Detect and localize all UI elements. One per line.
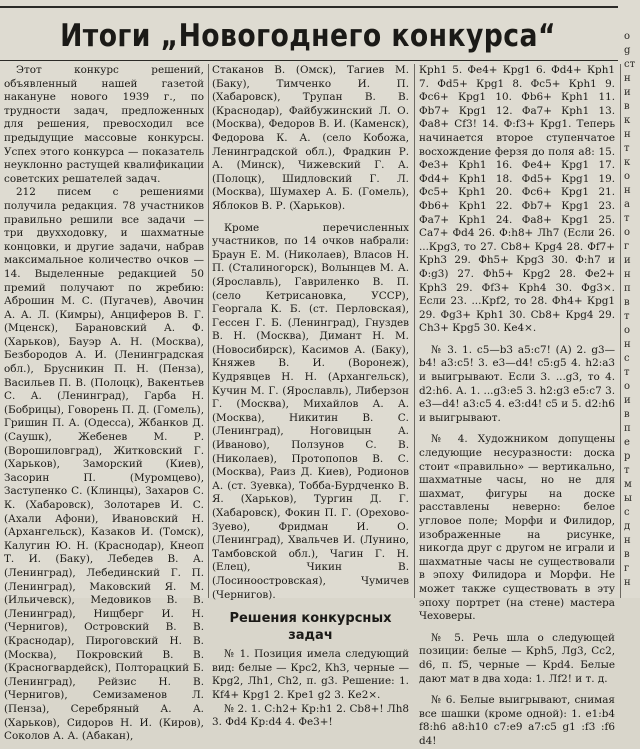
edge-fragment: g xyxy=(624,45,631,56)
edge-fragment: п xyxy=(624,423,631,434)
winners-continued: Стаканов В. (Омск), Тагиев М. (Баку), Тимченко И. П. (Хабаровск), Трупан В. В. (Краснодар), Файбужинский Л. О. (Москва), Федоров В. И. (Каменск), Федорова К. А. (село Кобожа, Ленинградской обл.), Фрадкин Р. А. (Минск), Чижевский Г. А. (Полоцк), Шидловский Г. Л. (Москва), Шумахер А. Б. (Гомель), Яблоков В. Р. (Харьков). xyxy=(212,64,409,212)
edge-fragment: в xyxy=(624,297,630,308)
solution-6: № 6. Белые выигрывают, снимая все шашки (кроме одной): 1. e1:b4 f8:h6 a8:h10 c7:e9 a7:c5 g1 :f3 :f6 d4! xyxy=(419,694,615,747)
edge-fragment: н xyxy=(624,129,631,140)
edge-fragment: т xyxy=(624,367,630,378)
edge-fragment: в xyxy=(624,101,630,112)
edge-fragment: п xyxy=(624,283,631,294)
column-divider xyxy=(208,64,209,598)
solution-5: № 5. Речь шла о следующей позиции: белые — Крh5, Лg3, Сс2, d6, п. f5, черные — Крd4. Белые дают мат в два хода: 1. Лf2! и т. д. xyxy=(419,631,615,685)
edge-fragment: н xyxy=(624,269,631,280)
edge-fragment: н xyxy=(624,535,631,546)
edge-fragment: о xyxy=(624,171,631,182)
solution-3: № 3. 1. с5—b3 а5:с7! (А) 2. g3—b4! а3:с5! 3. е3—d4! с5:g5 4. h2:а3 и выигрывают. Если 3. ...g3, то 4. d2:h6. А. 1. ...g3:e5 3. h2:g3 e5:c7 3. е3—d4! а3:с5 4. е3:d4! с5 и 5. d2:h6 и выигрывают. xyxy=(419,343,615,424)
edge-fragment: н xyxy=(624,339,631,350)
edge-fragment: ы xyxy=(624,493,632,504)
spacer xyxy=(212,214,409,222)
edge-fragment: т xyxy=(624,465,630,476)
edge-fragment: в xyxy=(624,549,630,560)
edge-fragment: г xyxy=(624,563,630,574)
solutions-heading: Решения конкурсных задач xyxy=(229,611,392,644)
edge-fragment: р xyxy=(624,451,631,462)
solution-4: № 4. Художником допущены следующие несуразности: доска стоит «правильно» — вертикально, шахматные часы, но не для шахмат, фигуры на доске расставлены неверно: белое угловое поле; Морфи и Филидор, изображенные на рисунке, никогда друг с другом не играли и шахматные часы не существовали в эпоху Филидора и Морфи. Не может также существовать в эту эпоху портрет (на стене) мастера Чеховеры. xyxy=(419,433,615,623)
solution-2-continued: Крh1 5. Фe4+ Крg1 6. Фd4+ Крh1 7. Фd5+ Крg1 8. Фс5+ Крh1 9. Фс6+ Крg1 10. Фb6+ Крh1 11. Фb7+ Крg1 12. Фа7+ Крh1 13. Фа8+ Сf3! 14. Ф:f3+ Крg1. Теперь начинается второе ступенчатое восхождение ферзя до поля а8: 15. Фe3+ Крh1 16. Фe4+ Крg1 17. Фd4+ Крh1 18. Фd5+ Крg1 19. Фс5+ Крh1 20. Фс6+ Крg1 21. Фb6+ Крh1 22. Фb7+ Крg1 23. Фа7+ Крh1 24. Фа8+ Крg1 25. Са7+ Фd4 26. Ф:h8+ Лh7 (Если 26. ...Крg3, то 27. Сb8+ Крg4 28. Фf7+ Крh3 29. Фh5+ Крg3 30. Ф:h7 и Ф:g3) 27. Фh5+ Крg2 28. Фe2+ Крh3 29. Фf3+ Крh4 30. Фg3×. Если 23. ...Крf2, то 28. Фh4+ Крg1 29. Фg3+ Крh1 30. Сb8+ Крg4 29. Ch3+ Крg5 30. Кe4×. xyxy=(419,64,615,335)
edge-fragment: а xyxy=(624,199,630,210)
edge-fragment: в xyxy=(624,409,630,420)
edge-fragment: с xyxy=(624,507,630,518)
edge-fragment: т xyxy=(624,143,630,154)
edge-fragment: с xyxy=(624,353,630,364)
spacer xyxy=(419,336,615,344)
column-2 xyxy=(212,64,409,729)
solution-2-start: № 2. 1. С:h2+ Кр:h1 2. Сb8+! Лh8 3. Фd4 Кр:d4 4. Фe3+! xyxy=(212,702,409,729)
edge-fragment: к xyxy=(624,115,631,126)
top-rule xyxy=(0,6,618,8)
edge-fragment: к xyxy=(624,157,631,168)
edge-fragment: и xyxy=(624,395,631,406)
edge-fragment: м xyxy=(624,479,632,490)
column-3 xyxy=(419,64,615,747)
headline-rule xyxy=(0,60,618,61)
edge-fragment: н xyxy=(624,73,631,84)
other-participants: Кроме перечисленных участников, по 14 очков набрали: Браун Е. М. (Николаев), Власов Н. П. (Сталиногорск), Волынцев М. А. (Ярославль), Гавриленко В. П. (село Кетрисановка, УССР), Георгала К. Б. (ст. Перловская), Гессен Г. Б. (Ленинград), Гнуздев В. Н. (Москва), Димант Н. М. (Новосибирск), Касимов А. (Баку), Княжев В. И. (Воронеж), Кудрявцев Н. Н. (Архангельск), Кучин М. Г. (Ярославль), Либерзон Г. (Москва), Михайлов А. А. (Москва), Никитин В. С. (Ленинград), Ноговицын А. (Иваново), Ползунов С. В. (Николаев), Протопопов В. С. (Москва), Раиз Д. Киев), Родионов А. (ст. Зуевка), Тобба-Бурдченко В. Я. (Харьков), Тургин Д. Г. (Хабаровск), Фокин П. Г. (Орехово-Зуево), Фридман И. О. (Ленинград), Хвальчев И. (Лунино, Тамбовской обл.), Чагин Г. Н. (Елец), Чикин В. (Лосиноостровская), Чумичев (Чернигов). xyxy=(212,221,409,601)
solution-1: № 1. Позиция имела следующий вид: белые — Крс2, Кh3, черные — Крg2, Лh1, Сh2, п. g3. Решение: 1. Кf4+ Крg1 2. Крe1 g2 3. Кe2×. xyxy=(212,648,409,701)
edge-fragment: д xyxy=(624,521,631,532)
edge-fragment: о xyxy=(624,227,631,238)
edge-fragment: н xyxy=(624,185,631,196)
edge-fragment: и xyxy=(624,87,631,98)
column-divider xyxy=(414,64,415,598)
winners-paragraph: 212 писем с решениями получила редакция. 78 участников правильно решили все задачи — три двухходовку, и шахматные концовки, и другие задачи, набрав максимальное количество очков — 14. Выделенные редакцией 50 премий получают по жребию: Аброшин М. С. (Пугачев), Авочин А. А. Л. (Кимры), Анциферов В. Г. (Мценск), Барановский А. Ф. (Харьков), Бауэр А. Н. (Москва), Безбородов А. И. (Ленинградская обл.), Брусникин П. Н. (Пенза), Васильев П. В. (Полоцк), Вакентьев С. А. (Ленинград), Гарба Н. (Бобрицы), Говорень П. Д. (Гомель), Гришин П. А. (Одесса), Жбанков Д. (Саушк), Жебенев М. Р. (Ворошиловград), Житковский Г. (Харьков), Заморский (Киев), Засорин П. (Муромцево), Заступенко С. (Клинцы), Захаров С. К. (Хабаровск), Золотарев И. С. (Ахали Афони), Ивановский Н. (Архангельск), Казаков И. (Томск), Калугин Ю. Н. (Краснодар), Кнеоп Т. И. (Баку), Лебедев В. А. (Ленинград), Лебединский Г. П. (Ленинград), Маковский Я. М. (Ильичевск), Медовиков В. В. (Ленинград), Нищберг И. Н. (Чернигов), Островский В. В. (Краснодар), Пироговский Н. В. (Москва), Покровский В. В. (Красногвардейск), Полторацкий Б. (Ленинград), Рейзис Н. В. (Чернигов), Семизаменов Л. (Пенза), Серебряный А. А. (Харьков), Сидоров Н. И. (Киров), Соколов А. А. (Абакан), xyxy=(4,186,204,743)
intro-paragraph: Этот конкурс решений, объявленный нашей газетой накануне нового 1939 г., по трудности задач, предложенных для решения, превосходил все предыдущие массовые конкурсы. Успех этого конкурса — показатель неуклонно растущей квалификации советских решателей задач. xyxy=(4,64,204,185)
adjacent-column-edge xyxy=(624,30,640,590)
spacer xyxy=(419,425,615,433)
edge-fragment: о xyxy=(624,381,631,392)
spacer xyxy=(419,624,615,632)
headline: Итоги „Новогоднего конкурса“ xyxy=(60,18,556,54)
column-1 xyxy=(4,64,204,743)
edge-fragment: т xyxy=(624,311,630,322)
edge-fragment: т xyxy=(624,213,630,224)
edge-fragment: о xyxy=(624,325,631,336)
edge-fragment: и xyxy=(624,255,631,266)
edge-fragment: ст xyxy=(624,59,636,70)
spacer xyxy=(419,686,615,694)
edge-fragment: г xyxy=(624,241,630,252)
edge-fragment: е xyxy=(624,437,630,448)
edge-fragment: о xyxy=(624,31,631,42)
edge-fragment: н xyxy=(624,577,631,588)
column-divider xyxy=(620,64,621,598)
